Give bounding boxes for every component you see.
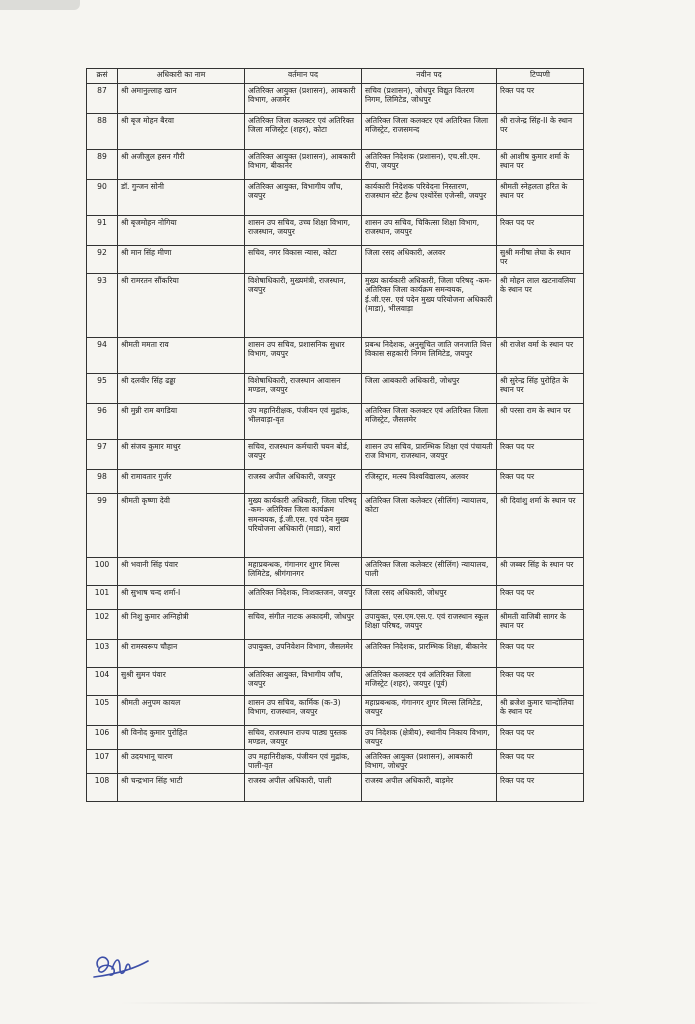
table-row — [87, 640, 584, 668]
cell-serial: 103 — [87, 640, 118, 668]
cell-officer-name: श्री उदयभानू चारण — [118, 750, 245, 774]
cell-officer-name: श्रीमती कृष्णा देवी — [118, 494, 245, 558]
cell-serial: 100 — [87, 558, 118, 586]
cell-officer-name: श्री संजय कुमार माथुर — [118, 440, 245, 470]
table-row — [87, 440, 584, 470]
cell-remark: श्रीमती स्नेहलता हरित के स्थान पर — [497, 180, 584, 216]
cell-current-post: शासन उप सचिव, उच्च शिक्षा विभाग, राजस्थान, जयपुर — [245, 216, 362, 246]
cell-current-post: उप महानिरीक्षक, पंजीयन एवं मुद्रांक, भीलवाड़ा-वृत — [245, 404, 362, 440]
cell-remark: श्री जब्बर सिंह के स्थान पर — [497, 558, 584, 586]
table-row — [87, 668, 584, 696]
cell-remark: श्री दिवांशु शर्मा के स्थान पर — [497, 494, 584, 558]
cell-new-post: महाप्रबन्धक, गंगानगर शुगर मिल्स लिमिटेड, जयपुर — [362, 696, 497, 726]
cell-remark: रिक्त पद पर — [497, 440, 584, 470]
table-row — [87, 610, 584, 640]
cell-current-post: सचिव, राजस्थान कर्मचारी चयन बोर्ड, जयपुर — [245, 440, 362, 470]
cell-serial: 96 — [87, 404, 118, 440]
table-row — [87, 338, 584, 374]
cell-officer-name: श्रीमती ममता राव — [118, 338, 245, 374]
cell-current-post: सचिव, नगर विकास न्यास, कोटा — [245, 246, 362, 274]
cell-serial: 105 — [87, 696, 118, 726]
cell-new-post: अतिरिक्त जिला कलक्टर एवं अतिरिक्त जिला मजिस्ट्रेट, जैसलमेर — [362, 404, 497, 440]
cell-new-post: उप निदेशक (क्षेत्रीय), स्थानीय निकाय विभाग, जयपुर — [362, 726, 497, 750]
table-row — [87, 180, 584, 216]
cell-new-post: शासन उप सचिव, चिकित्सा शिक्षा विभाग, राजस्थान, जयपुर — [362, 216, 497, 246]
cell-officer-name: श्री अमानुल्लाह खान — [118, 84, 245, 114]
table-row — [87, 274, 584, 338]
cell-remark: रिक्त पद पर — [497, 84, 584, 114]
cell-officer-name: श्री सुभाष चन्द शर्मा-I — [118, 586, 245, 610]
cell-officer-name: श्री रामावतार गुर्जर — [118, 470, 245, 494]
cell-officer-name: श्री भवानी सिंह पंवार — [118, 558, 245, 586]
header-new-post: नवीन पद — [362, 69, 497, 84]
cell-remark: रिक्त पद पर — [497, 774, 584, 802]
handwritten-signature — [90, 945, 150, 985]
cell-remark: श्री सुरेन्द्र सिंह पुरोहित के स्थान पर — [497, 374, 584, 404]
table-row — [87, 84, 584, 114]
cell-serial: 97 — [87, 440, 118, 470]
cell-officer-name: श्री निशु कुमार अग्निहोत्री — [118, 610, 245, 640]
cell-new-post: शासन उप सचिव, प्रारम्भिक शिक्षा एवं पंचायती राज विभाग, राजस्थान, जयपुर — [362, 440, 497, 470]
cell-officer-name: श्री चन्द्रभान सिंह भाटी — [118, 774, 245, 802]
table-row — [87, 374, 584, 404]
cell-serial: 87 — [87, 84, 118, 114]
cell-current-post: विशेषाधिकारी, राजस्थान आवासन मण्डल, जयपुर — [245, 374, 362, 404]
cell-new-post: जिला रसद अधिकारी, जोधपुर — [362, 586, 497, 610]
cell-officer-name: श्री बृज मोहन बैरवा — [118, 114, 245, 150]
cell-serial: 104 — [87, 668, 118, 696]
cell-serial: 108 — [87, 774, 118, 802]
cell-new-post: रजिस्ट्रार, मत्स्य विश्वविद्यालय, अलवर — [362, 470, 497, 494]
cell-new-post: उपायुक्त, एस.एम.एस.ए. एवं राजस्थान स्कूल शिक्षा परिषद, जयपुर — [362, 610, 497, 640]
cell-current-post: अतिरिक्त निदेशक, निःशक्तजन, जयपुर — [245, 586, 362, 610]
cell-current-post: राजस्व अपील अधिकारी, जयपुर — [245, 470, 362, 494]
table-row — [87, 558, 584, 586]
table-row — [87, 216, 584, 246]
cell-serial: 101 — [87, 586, 118, 610]
cell-serial: 98 — [87, 470, 118, 494]
cell-serial: 102 — [87, 610, 118, 640]
cell-remark: श्री राजेश वर्मा के स्थान पर — [497, 338, 584, 374]
table-row — [87, 586, 584, 610]
cell-remark: रिक्त पद पर — [497, 470, 584, 494]
cell-new-post: जिला आबकारी अधिकारी, जोधपुर — [362, 374, 497, 404]
cell-remark: रिक्त पद पर — [497, 726, 584, 750]
cell-new-post: कार्यकारी निदेशक परिवेदना निस्तारण, राजस्थान स्टेट हैल्थ एश्योरेंस एजेन्सी, जयपुर — [362, 180, 497, 216]
cell-officer-name: श्री दलवीर सिंह ढढ्ढा — [118, 374, 245, 404]
cell-new-post: जिला रसद अधिकारी, अलवर — [362, 246, 497, 274]
header-current-post: वर्तमान पद — [245, 69, 362, 84]
table-row — [87, 750, 584, 774]
cell-remark: रिक्त पद पर — [497, 586, 584, 610]
cell-new-post: राजस्व अपील अधिकारी, बाड़मेर — [362, 774, 497, 802]
cell-new-post: अतिरिक्त जिला कलेक्टर (सीलिंग) न्यायालय, कोटा — [362, 494, 497, 558]
cell-serial: 95 — [87, 374, 118, 404]
cell-current-post: अतिरिक्त आयुक्त (प्रशासन), आबकारी विभाग, बीकानेर — [245, 150, 362, 180]
cell-officer-name: श्रीमती अनुपम कायल — [118, 696, 245, 726]
cell-new-post: अतिरिक्त जिला कलेक्टर (सीलिंग) न्यायालय, पाली — [362, 558, 497, 586]
cell-new-post: अतिरिक्त कलक्टर एवं अतिरिक्त जिला मजिस्ट्रेट (शहर), जयपुर (पूर्व) — [362, 668, 497, 696]
cell-current-post: शासन उप सचिव, कार्मिक (क-3) विभाग, राजस्थान, जयपुर — [245, 696, 362, 726]
cell-remark: श्री आशीष कुमार शर्मा के स्थान पर — [497, 150, 584, 180]
cell-officer-name: श्री रामस्वरूप चौहान — [118, 640, 245, 668]
cell-remark: श्री मोहन लाल खटनावलिया के स्थान पर — [497, 274, 584, 338]
cell-remark: रिक्त पद पर — [497, 640, 584, 668]
cell-serial: 106 — [87, 726, 118, 750]
cell-remark: श्रीमती वाजिबी सागर के स्थान पर — [497, 610, 584, 640]
cell-officer-name: डॉ. गुन्जन सोनी — [118, 180, 245, 216]
cell-serial: 93 — [87, 274, 118, 338]
table-body — [87, 84, 584, 802]
cell-current-post: महाप्रबन्धक, गंगानगर शुगर मिल्स लिमिटेड, श्रीगंगानगर — [245, 558, 362, 586]
table-row — [87, 404, 584, 440]
cell-current-post: अतिरिक्त आयुक्त, विभागीय जाँच, जयपुर — [245, 180, 362, 216]
scan-corner-mark — [0, 0, 80, 10]
cell-new-post: अतिरिक्त जिला कलक्टर एवं अतिरिक्त जिला मजिस्ट्रेट, राजसमन्द — [362, 114, 497, 150]
cell-serial: 107 — [87, 750, 118, 774]
table-row — [87, 696, 584, 726]
table-row — [87, 246, 584, 274]
cell-serial: 94 — [87, 338, 118, 374]
table-row — [87, 726, 584, 750]
cell-current-post: शासन उप सचिव, प्रशासनिक सुधार विभाग, जयपुर — [245, 338, 362, 374]
cell-officer-name: श्री मान सिंह मीणा — [118, 246, 245, 274]
cell-serial: 91 — [87, 216, 118, 246]
cell-serial: 89 — [87, 150, 118, 180]
transfer-table — [86, 68, 584, 802]
cell-remark: रिक्त पद पर — [497, 216, 584, 246]
cell-serial: 88 — [87, 114, 118, 150]
scan-artifact-line — [120, 1002, 600, 1004]
cell-current-post: अतिरिक्त जिला कलक्टर एवं अतिरिक्त जिला मजिस्ट्रेट (शहर), कोटा — [245, 114, 362, 150]
table-row — [87, 470, 584, 494]
cell-current-post: अतिरिक्त आयुक्त (प्रशासन), आबकारी विभाग, अजमेर — [245, 84, 362, 114]
table-row — [87, 774, 584, 802]
cell-serial: 99 — [87, 494, 118, 558]
cell-officer-name: श्री अजीजुल हसन गौरी — [118, 150, 245, 180]
cell-remark: श्री राजेन्द्र सिंह-II के स्थान पर — [497, 114, 584, 150]
cell-officer-name: श्री बृजमोहन नोगिया — [118, 216, 245, 246]
cell-remark: सुश्री मनीषा लेघा के स्थान पर — [497, 246, 584, 274]
cell-current-post: उप महानिरीक्षक, पंजीयन एवं मुद्रांक, पाली-वृत — [245, 750, 362, 774]
cell-officer-name: श्री विनोद कुमार पुरोहित — [118, 726, 245, 750]
cell-remark: श्री ब्रजेश कुमार चान्दोलिया के स्थान पर — [497, 696, 584, 726]
cell-officer-name: श्री रामरतन सौंकरिया — [118, 274, 245, 338]
table-row — [87, 494, 584, 558]
cell-remark: रिक्त पद पर — [497, 668, 584, 696]
cell-serial: 90 — [87, 180, 118, 216]
cell-new-post: प्रबन्ध निदेशक, अनुसूचित जाति जनजाति वित्त विकास सहकारी निगम लिमिटेड, जयपुर — [362, 338, 497, 374]
header-remark: टिप्पणी — [497, 69, 584, 84]
cell-new-post: अतिरिक्त निदेशक, प्रारम्भिक शिक्षा, बीकानेर — [362, 640, 497, 668]
cell-new-post: मुख्य कार्यकारी अधिकारी, जिला परिषद् -कम- अतिरिक्त जिला कार्यक्रम समन्वयक, ई.जी.एस. एवं पदेन मुख्य परियोजना अधिकारी (माडा), भीलवाड़ा — [362, 274, 497, 338]
cell-new-post: अतिरिक्त आयुक्त (प्रशासन), आबकारी विभाग, जोधपुर — [362, 750, 497, 774]
table-header-row — [87, 69, 584, 84]
cell-remark: श्री परसा राम के स्थान पर — [497, 404, 584, 440]
cell-new-post: अतिरिक्त निदेशक (प्रशासन), एच.सी.एम. रीपा, जयपुर — [362, 150, 497, 180]
cell-current-post: मुख्य कार्यकारी अधिकारी, जिला परिषद् -कम- अतिरिक्त जिला कार्यक्रम समन्वयक, ई.जी.एस. एवं पदेन मुख्य परियोजना अधिकारी (माडा), बारां — [245, 494, 362, 558]
cell-current-post: सचिव, संगीत नाटक अकादमी, जोधपुर — [245, 610, 362, 640]
table-row — [87, 150, 584, 180]
cell-remark: रिक्त पद पर — [497, 750, 584, 774]
cell-serial: 92 — [87, 246, 118, 274]
header-officer-name: अधिकारी का नाम — [118, 69, 245, 84]
table-row — [87, 114, 584, 150]
cell-officer-name: सुश्री सुमन पंवार — [118, 668, 245, 696]
cell-officer-name: श्री मुन्नी राम बगडिया — [118, 404, 245, 440]
cell-current-post: सचिव, राजस्थान राज्य पाठ्य पुस्तक मण्डल, जयपुर — [245, 726, 362, 750]
cell-new-post: सचिव (प्रशासन), जोधपुर विद्युत वितरण निगम, लिमिटेड, जोधपुर — [362, 84, 497, 114]
cell-current-post: अतिरिक्त आयुक्त, विभागीय जाँच, जयपुर — [245, 668, 362, 696]
cell-current-post: उपायुक्त, उपनिवेशन विभाग, जैसलमेर — [245, 640, 362, 668]
cell-current-post: विशेषाधिकारी, मुख्यमंत्री, राजस्थान, जयपुर — [245, 274, 362, 338]
cell-current-post: राजस्व अपील अधिकारी, पाली — [245, 774, 362, 802]
header-serial: क्रसं — [87, 69, 118, 84]
